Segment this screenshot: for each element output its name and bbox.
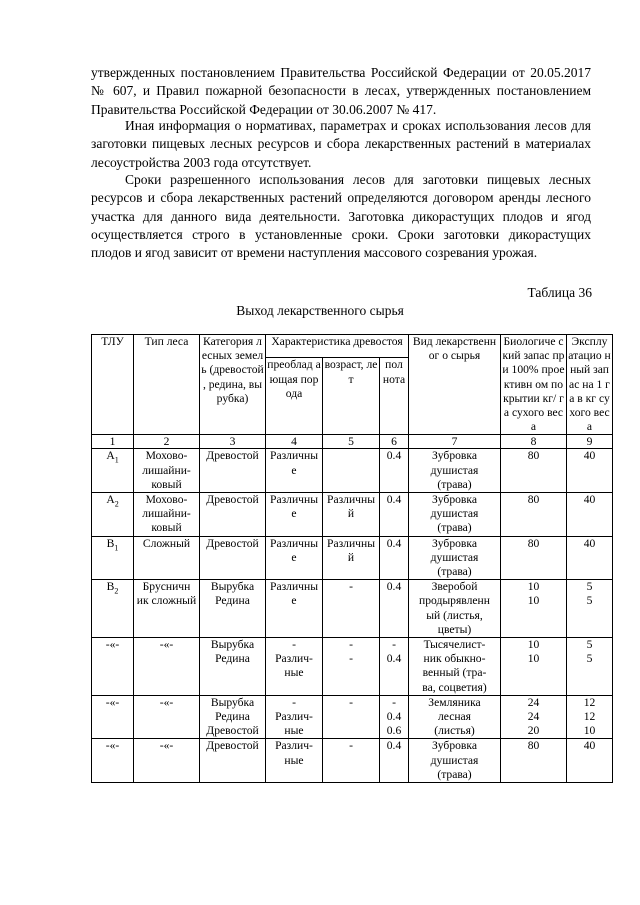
table-row [92,536,613,580]
cell-line: - [392,695,396,709]
dominant-species-cell [266,536,323,580]
category-cell [200,493,266,537]
cell-line: лишайни- [142,507,191,521]
paragraph-3: Сроки разрешенного использования лесов для заготовки пищевых лесных ресурсов и сбора лекарственных растений определяются договором аренды лесного участка для данного вида деятельности. Заготовка дикорастущих плодов и ягод осуществляется строго в установленные сроки. Сроки заготовки дикорастущих плодов и ягод зависит от времени наступления массового созревания урожая. [91,172,591,261]
raw-material-cell [409,739,501,783]
cell-line: (трава) [437,477,472,491]
cell-line: 40 [583,536,596,550]
category-cell [200,449,266,493]
tlu-cell [92,739,134,783]
cell-line: Мохово- [145,493,188,507]
cell-line: й [347,507,355,521]
cell-line: ва, соцветия) [422,680,487,694]
tlu-cell [92,695,134,739]
cell-line: - [349,739,353,753]
table-row [92,695,613,739]
age-cell [323,493,380,537]
column-number: 8 [501,435,567,449]
tlu-value: -«- [105,638,120,652]
cell-line: - [349,638,353,652]
bio-reserve-cell [501,638,567,696]
cell-line: Древостой [206,739,259,753]
raw-material-cell [409,449,501,493]
cell-line: Зубровка [431,493,478,507]
cell-line: ные [284,666,304,680]
paragraph-2: Иная информация о нормативах, параметрах и сроках использования лесов для заготовки пищевых лесных ресурсов и сбора лекарственных растений в материалах лесоустройства 2003 года отсутствует. [91,118,591,170]
exploit-reserve-cell [567,739,613,783]
cell-line: -«- [159,638,174,652]
dominant-species-cell [266,695,323,739]
column-number: 4 [266,435,323,449]
table-title: Выход лекарственного сырья [236,303,404,318]
density-cell [380,580,409,638]
density-cell [380,739,409,783]
bio-reserve-cell [501,536,567,580]
tlu-cell [92,493,134,537]
cell-line: Различны [327,536,375,550]
age-cell [323,739,380,783]
tlu-subscript: 2 [114,499,119,509]
table-number: Таблица 36 [527,285,592,300]
cell-line: 80 [527,536,540,550]
cell-line: е [291,550,297,564]
column-number: 2 [134,435,200,449]
forest-type-cell [134,449,200,493]
exploit-reserve-cell [567,580,613,638]
cell-line: - [349,695,353,709]
forest-type-cell [134,739,200,783]
column-number: 1 [92,435,134,449]
cell-line: душистая [430,753,479,767]
cell-line: цветы) [437,622,472,636]
cell-line: Зверобой [431,580,478,594]
cell-line: Различны [270,536,318,550]
header-density: пол нота [380,358,409,435]
density-cell [380,536,409,580]
column-number: 5 [323,435,380,449]
raw-material-cell [409,493,501,537]
column-number: 9 [567,435,613,449]
exploit-reserve-cell [567,493,613,537]
cell-line: лесная [437,710,472,724]
dominant-species-cell [266,580,323,638]
header-bio-reserve: Биологиче ский запас при 100% проективн ом покрытии кг/ га сухого веса [502,335,565,434]
header-stand-characteristic: Характеристика древостоя [266,335,409,358]
exploit-reserve-cell [567,449,613,493]
cell-line: -«- [159,695,174,709]
header-row [92,335,613,358]
cell-line: - [392,638,396,652]
category-cell [200,638,266,696]
cell-line: - [292,638,296,652]
bio-reserve-cell [501,580,567,638]
table-row [92,638,613,696]
cell-line: е [291,594,297,608]
tlu-value: -«- [105,739,120,753]
category-cell [200,695,266,739]
category-cell [200,739,266,783]
cell-line: Древостой [206,449,259,463]
raw-material-cell [409,695,501,739]
exploit-reserve-cell [567,638,613,696]
cell-line: Древостой [206,493,259,507]
raw-material-cell [409,536,501,580]
cell-line: е [291,463,297,477]
cell-line: 80 [527,493,540,507]
cell-line: ый (листья, [426,608,483,622]
category-cell [200,580,266,638]
cell-line: - [292,695,296,709]
cell-line: Редина [215,594,250,608]
cell-line: ные [284,753,304,767]
cell-line: -«- [159,739,174,753]
cell-line: Брусничн [142,580,191,594]
cell-line: 12 [583,695,596,709]
cell-line: (трава) [437,767,472,781]
tlu-subscript: 1 [114,542,119,552]
cell-line: Вырубка [210,695,255,709]
cell-line: 0.4 [386,580,402,594]
tlu-value: A [106,493,115,507]
forest-type-cell [134,580,200,638]
cell-line: 0.4 [386,710,402,724]
cell-line: 40 [583,449,596,463]
cell-line: 24 [527,695,540,709]
cell-line: 0.6 [386,724,402,738]
cell-line: душистая [430,550,479,564]
age-cell [323,449,380,493]
cell-line: ковый [151,521,182,535]
age-cell [323,580,380,638]
bio-reserve-cell [501,695,567,739]
cell-line: душистая [430,463,479,477]
cell-line: е [291,507,297,521]
tlu-value: A [106,449,115,463]
table-row [92,493,613,537]
medicinal-raw-materials-table [91,334,613,783]
cell-line: ные [284,724,304,738]
cell-line: 0.4 [386,536,402,550]
table-row [92,739,613,783]
cell-line: 20 [527,724,540,738]
density-cell [380,695,409,739]
bio-reserve-cell [501,449,567,493]
tlu-subscript: 1 [114,455,119,465]
tlu-cell [92,580,134,638]
header-age: возраст, лет [323,358,380,435]
forest-type-cell [134,493,200,537]
raw-material-cell [409,638,501,696]
header-tlu: ТЛУ [92,335,134,435]
cell-line: Сложный [142,536,191,550]
cell-line: Зубровка [431,449,478,463]
cell-line: - [349,652,353,666]
cell-line: 5 [586,652,593,666]
cell-line: 5 [586,594,593,608]
tlu-cell [92,449,134,493]
cell-line: 80 [527,739,540,753]
table-body [92,449,613,783]
cell-line: 10 [527,580,540,594]
column-number: 3 [200,435,266,449]
cell-line: Различ- [275,710,313,724]
cell-line: 12 [583,710,596,724]
cell-line: 24 [527,710,540,724]
bio-reserve-cell [501,739,567,783]
tlu-cell [92,536,134,580]
cell-line: 5 [586,638,593,652]
cell-line: - [349,580,353,594]
tlu-value: B [106,580,115,594]
cell-line [324,449,378,463]
density-cell [380,449,409,493]
header-exploit-reserve: Эксплу атацио нный запас на 1 га в кг сухого веса [568,335,611,434]
cell-line: Различны [270,493,318,507]
cell-line: ик сложный [136,594,197,608]
cell-line: Земляника [428,695,481,709]
header-raw-type: Вид лекарственног о сырья [409,335,501,435]
dominant-species-cell [266,449,323,493]
forest-type-cell [134,536,200,580]
cell-line: Тысячелист- [423,638,486,652]
density-cell [380,493,409,537]
cell-line: 40 [583,739,596,753]
cell-line: венный (тра- [422,666,487,680]
bio-reserve-cell [501,493,567,537]
cell-line: 10 [527,594,540,608]
cell-line: Мохово- [145,449,188,463]
cell-line: 0.4 [386,739,402,753]
cell-line: Древостой [206,536,259,550]
cell-line: 40 [583,493,596,507]
column-number: 6 [380,435,409,449]
cell-line: 0.4 [386,652,402,666]
table-row [92,449,613,493]
cell-line: ник обыкно- [423,652,486,666]
age-cell [323,536,380,580]
cell-line: (трава) [437,521,472,535]
cell-line: Древостой [206,724,259,738]
dominant-species-cell [266,493,323,537]
exploit-reserve-cell [567,695,613,739]
age-cell [323,638,380,696]
tlu-subscript: 2 [114,586,119,596]
paragraph-1: утвержденных постановлением Правительства Российской Федерации от 20.05.2017 № 607, и Правил пожарной безопасности в лесах, утвержденных постановлением Правительства Российской Федерации от 30.06.2007 № 417. [91,65,591,117]
cell-line: 10 [583,724,596,738]
forest-type-cell [134,695,200,739]
cell-line: 0.4 [386,493,402,507]
header-forest-type: Тип леса [134,335,200,435]
forest-type-cell [134,638,200,696]
cell-line: Редина [215,710,250,724]
cell-line: Редина [215,652,250,666]
cell-line: 0.4 [386,449,402,463]
tlu-value: B [106,536,115,550]
cell-line: лишайни- [142,463,191,477]
cell-line: 5 [586,580,593,594]
cell-line: (листья) [434,724,475,738]
age-cell [323,695,380,739]
category-cell [200,536,266,580]
cell-line: 80 [527,449,540,463]
cell-line: 10 [527,638,540,652]
cell-line: продырявленн [419,594,490,608]
cell-line: (трава) [437,565,472,579]
column-number-row [92,435,613,449]
header-category: Категория лесных земель (древостой , редина, вырубка) [200,335,266,435]
density-cell [380,638,409,696]
header-dominant: преоблад ающая порода [266,358,323,435]
cell-line: 10 [527,652,540,666]
cell-line: душистая [430,507,479,521]
column-number: 7 [409,435,501,449]
cell-line: ковый [151,477,182,491]
cell-line: Различны [270,449,318,463]
cell-line: Различ- [275,652,313,666]
exploit-reserve-cell [567,536,613,580]
cell-line: Вырубка [210,638,255,652]
cell-line: й [347,550,355,564]
dominant-species-cell [266,638,323,696]
table-row [92,580,613,638]
tlu-value: -«- [105,695,120,709]
cell-line: Различны [270,580,318,594]
cell-line: Вырубка [210,580,255,594]
tlu-cell [92,638,134,696]
cell-line: Зубровка [431,536,478,550]
cell-line: Зубровка [431,739,478,753]
cell-line: Различны [327,493,375,507]
cell-line: Различ- [275,739,313,753]
dominant-species-cell [266,739,323,783]
raw-material-cell [409,580,501,638]
